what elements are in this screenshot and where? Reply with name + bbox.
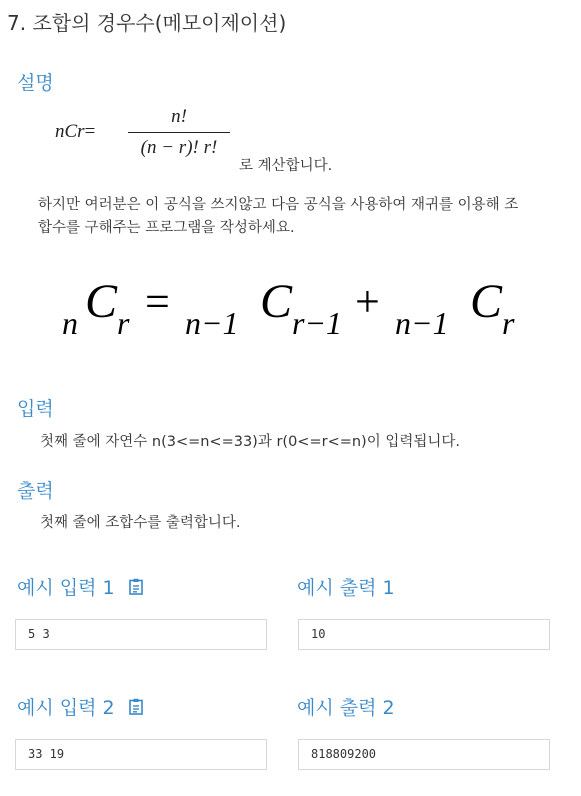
description-paragraph-line1: 하지만 여러분은 이 공식을 쓰지않고 다음 공식을 사용하여 재귀를 이용해 조 bbox=[38, 197, 519, 213]
term3-symbol: C bbox=[470, 275, 503, 328]
example-output-box-2[interactable]: 818809200 bbox=[298, 739, 550, 770]
recursion-formula bbox=[55, 272, 535, 344]
example-input-title-1: 예시 입력 1 bbox=[17, 577, 115, 599]
clipboard-icon[interactable] bbox=[129, 698, 143, 720]
page-title: 7. 조합의 경우수(메모이제이션) bbox=[7, 11, 287, 35]
output-description: 첫째 줄에 조합수를 출력합니다. bbox=[40, 515, 241, 531]
example-output-heading-2: 예시 출력 2 bbox=[297, 697, 395, 719]
input-heading: 입력 bbox=[17, 398, 54, 420]
term2-symbol: C bbox=[260, 275, 293, 328]
term1-index: r bbox=[117, 305, 130, 341]
description-heading: 설명 bbox=[17, 72, 54, 94]
description-paragraph-line2: 합수를 구해주는 프로그램을 작성하세요. bbox=[38, 220, 295, 236]
term2-index: r−1 bbox=[292, 305, 343, 341]
example-input-title-2: 예시 입력 2 bbox=[17, 697, 115, 719]
example-input-heading-2 bbox=[17, 693, 143, 720]
formula-numerator: n! bbox=[171, 106, 187, 127]
recursion-plus: + bbox=[355, 277, 380, 326]
term3-index: r bbox=[502, 305, 515, 341]
example-output-heading-1: 예시 출력 1 bbox=[297, 577, 395, 599]
formula-equals: = bbox=[84, 121, 96, 142]
formula-lhs: nCr bbox=[55, 121, 85, 142]
formula-denominator: (n − r)! r! bbox=[140, 137, 218, 158]
example-input-box-2[interactable]: 33 19 bbox=[15, 739, 267, 770]
input-description: 첫째 줄에 자연수 n(3<=n<=33)과 r(0<=r<=n)이 입력됩니다. bbox=[40, 434, 460, 450]
clipboard-icon[interactable] bbox=[129, 578, 143, 600]
formula-suffix-text: 로 계산합니다. bbox=[239, 158, 333, 174]
term2-subscript: n−1 bbox=[185, 305, 239, 341]
term1-symbol: C bbox=[85, 275, 118, 328]
recursion-equals: = bbox=[145, 277, 170, 326]
example-input-box-1[interactable]: 5 3 bbox=[15, 619, 267, 650]
output-heading: 출력 bbox=[17, 480, 54, 502]
example-input-heading-1 bbox=[17, 573, 143, 600]
term1-subscript: n bbox=[62, 305, 78, 341]
term3-subscript: n−1 bbox=[395, 305, 449, 341]
fraction-bar bbox=[128, 132, 230, 133]
example-output-box-1[interactable]: 10 bbox=[298, 619, 550, 650]
